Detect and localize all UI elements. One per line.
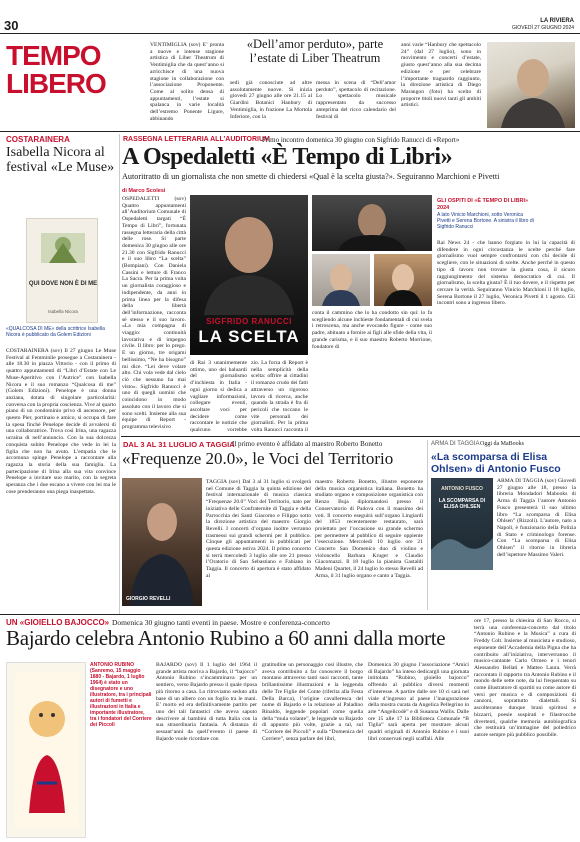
third-kicker-sub: Domenica 30 giugno tanti eventi in paese. Mostre e conferenza-concerto xyxy=(112,618,330,627)
header-rule xyxy=(0,33,580,34)
second-col2: maestro Roberto Bonetto, illustre esponente della musica organistica italiana. Bonetto ha studiato organo e composizione organistica con Renzo Buja diplomandosi presso il Conservatorio di Padova con il massimo dei voti. Il concerto eseguirà sull’organo Lingiardi del 1853 recentemente restaurato, sarà proiettato per l’occasione su grande schermo per permettere al pubblico di seguire oppiente l’esecuzione. Mercoledì 10 luglio ore 21 Concerto San Domenico duo di violino e violoncello Barbara Kruger e Claudio Giacomazzi. Il 18 luglio la pianista Gastaldi Madeni Quartet, il 24 luglio lo stesso Revelli ad Arma, il 31 luglio organo e canto a Taggia. xyxy=(315,479,423,579)
veronica-pivetti-photo xyxy=(312,254,370,306)
main-col3: zio. La forza di Report è nella semplicità della scelta: offrire ai cittadini il romanzo crudo dei fatti attraverso un rigoroso lavoro di ricerca, anche quando la strada è fra di pericoli che toccano le vite personali dei giornalisti. Per la prima volta Ranucci racconta il xyxy=(251,360,308,432)
diego-marangon-photo xyxy=(487,42,575,128)
page-number: 30 xyxy=(4,18,19,33)
third-col1: BAJARDO (sov) Il 1 luglio del 1964 il grande artista moriva a Bajardo, il “bajocco” Antonio Rubino s’incamminava per un sentiero, verso Bajardo presso il quale riposa più ritorno a casa. Lo ritroviamo seduto alla base di un albero con un foglio tra le mani. E’ morto ed era definitivamente partito per uno dei tali fantastici che aveva saputo descrivere ai bambini di tutta Italia con la sua straordinaria fantasia. A distanza di sessant’anni da quell’evento il paese di Bajardo vuole ricordare con xyxy=(156,662,257,742)
main-right-body: Rai News 24 - che hanno forgiato in lui la capacità di difendere in ogni circostanza le scelte perché fare giornalismo vuol sempre confrontarsi con chi decide di scegliere, con le situazioni di scelte. Anche perché in questo tipo di lavoro non trovare la giusta cosa, il sicuro raggiungimento del sistema democratico di cui. Il giornalismo, la scelta giusta? È il tuo dovere, e il rispetto per cercare la verità. Seguiranno Vinicio Marchioni il 18 luglio, Serena Bortone il 27 luglio, Veronica Pivetti il 1 agosto. Gli incontri sono a ingresso libero. xyxy=(437,240,575,307)
third-col4: ore 17, presso la chiesina di San Rocco, si terrà una conferenza-concerto dal titolo “Antonio Rubino e la Musica” a cura di Freddy Colt. Insieme al musicista e studioso, esponente dell’Accademia della Pigna che ha contribuito all’iniziativa, interverranno il musico-cantante Carlo Ormeo e i tenori Alessandro Bellati e Matteo Laura. Verrà raccontato il rapporto tra Antonio Rubino e il mondo delle sette note, da lui frequentato su come illustratore di spartiti su come autore di versi per musica e di composizioni di canzoni, soprattutto dialettali. Si ascolteranno dunque brani spiritosi e bizzarri, poesie sospirati e filastrocche divertenti, qualche memoria autobiografica che restituirà un’immagine del poliedrico autore sempre più pubblico possibile. xyxy=(474,618,576,738)
giorgio-revelli-photo xyxy=(122,478,202,606)
antonio-rubino-illustration xyxy=(6,662,86,838)
main-kicker-sub: Primo incontro domenica 30 giugno con Sigfrido Ranucci di «Report» xyxy=(262,136,460,144)
la-scelta-title: LA SCELTA xyxy=(198,327,300,346)
main-col4: conta il cammino che lo ha condotto sin qui: lo fa scegliendo alcune inchieste fondamentali di cui svela i retroscena, ma anche evocando figure - come suo padre, abituato a fornire ai figli alle sfide della vita, il grande carisma, e il suo maestro Roberto Morrione, fondatore di xyxy=(312,310,432,350)
la-scelta-author: SIGFRIDO RANUCCI xyxy=(206,317,292,326)
top-article-title: «Dell’amor perduto», parte l’estate di Liber Theatrum xyxy=(246,37,384,65)
issue-date: GIOVEDÌ 27 GIUGNO 2024 xyxy=(512,25,574,31)
book-cover-elisa-ohlsen xyxy=(431,478,493,570)
third-headline: Bajardo celebra Antonio Rubino a 60 anni dalla morte xyxy=(6,626,446,650)
main-kicker: RASSEGNA LETTERARIA ALL’AUDITORIUM xyxy=(123,136,270,143)
book-cover-la-scelta xyxy=(190,195,308,355)
publication-name: LA RIVIERA xyxy=(540,18,574,24)
arma-kicker-sub: Oggi da MaBooks xyxy=(480,441,524,447)
second-side-divider xyxy=(427,440,428,610)
book-cover-title: QUI DOVE NON È DI ME xyxy=(28,281,98,287)
guests-caption-text: A lato Vinicio Marchioni, sotto Veronica Pivetti e Serena Bortone. A sinistra il libro di Sigfrido Ranucci xyxy=(437,212,534,230)
left-title: Isabella Nicora al festival «Le Muse» xyxy=(6,145,115,175)
second-kicker: DAL 3 AL 31 LUGLIO A TAGGIA xyxy=(123,440,235,449)
main-bottom-divider xyxy=(121,436,580,437)
main-col2: di Rai 3 unanimemente ottimo, uno dei baluardi del giornalismo d’inchiesta in Italia - ogni giorno si dedica a vagliare informazioni, collegare eventi, ascoltare voci per decidere come raccontare le notizie che qualcuno vorrebbe xyxy=(190,360,247,432)
second-col1: TAGGIA (sov) Dal 3 al 31 luglio si svolgerà nel Comune di Taggia la quinta edizione del festival internazionale di musica classica “Frequenze 20.0” Voci del Territorio, nato per iniziativa delle Confraternite di Taggia e della Parrocchia dei Santi Giacomo e Filippo sotto la direzione artistica del maestro Giorgio Revelli. I concerti d’organo inoltre verranno trasmessi sui grandi schermi per il pubblico. Cinque gli appuntamenti in pubblicati per questa edizione estiva 2024. Il primo concerto si terrà mercoledì 3 luglio alle ore 21 presso l’Oratorio di San Sebastiano e Fabiano in Taggia. Il concerto di apertura è stato affidato al xyxy=(206,479,311,579)
book-cover-author: Isabella Nicora xyxy=(48,309,78,314)
giorgio-revelli-caption: GIORGIO REVELLI xyxy=(126,596,171,602)
main-headline: A Ospedaletti «È Tempo di Libri» xyxy=(122,144,453,170)
third-col3: Domenica 30 giugno l’associazione “Amici di Bajardo” ha inteso dedicargli una giornata intitolata “Rubino, gioiello bajocco” offrendo al pubblico diversi momenti d’interesse. A partire dalle ore 10 ci sarà nel viale d’ingresso al paese l’inaugurazione della mostra curata da Angelica Pellegrino in arte “Angelicodè” e di Susanna Wallis. Dalle ore 15 alle 17 la Biblioteca Comunale “B Tiglia” sarà aperta per mostrare alcuni quadri originali di Antonio Rubino e i suoi libri conservati negli scaffali. Alle xyxy=(368,662,469,742)
top-article-col2: sedi già conosciute ad altre assolutamente nuove. Si inizia giovedì 27 giugno alle ore 21.15 al Giardini Botanici Hanbury di Ventimiglia, in frazione La Mortola Inferiore, con la xyxy=(230,80,312,120)
elisa-ohlsen-title: LA SCOMPARSA DI ELISA OHLSEN xyxy=(438,498,486,510)
main-byline: di Marco Scolesi xyxy=(122,188,166,194)
arma-body: ARMA DI TAGGIA (sov) Giovedì 27 giugno alle 18, presso la libreria Mondadori Mabooks di Arma di Taggia l’autore Antonio Fusco presenterà il suo ultimo libro “La scomparsa di Elisa Ohlsen” (Rizzoli). L’autore, nato a Napoli, è funzionario della Polizia di Stato e criminologo forense. Con “La scomparsa di Elisa Ohlsen” il ritorno in libreria dell’ispettore Massimo Valeri. xyxy=(497,478,576,558)
top-article-col1: VENTIMIGLIA (sov) E’ pronta a nuove e intense stagione artistica di Liber Theatrum di Ventimiglia che da quest’anno si arricchisce di una nuova stagione in collaborazione con l’associazione Proponente. Come al solito densa di appuntamenti, l’estate si spalanca in varie località dell’estremo Ponente Ligure, abbinando xyxy=(150,42,224,122)
vinicio-marchioni-photo xyxy=(312,195,432,251)
rubino-caption: ANTONIO RUBINO (Sanremo, 15 maggio 1880 - Bajardo, 1 luglio 1964) è stato un disegnatore e uno illustratore, tra i principali autori di fumetti e illustrazioni in Italia e importante illustratore, tra i fondatori del Corriere dei Piccoli xyxy=(90,662,152,728)
top-article-col3: messa in scena di “Dell’amor perduto”, spettacolo di recitazione. Lo spettacolo musicale rappresentato da successo anteprima del ricco calendario del festival di xyxy=(316,80,396,120)
section-title-line1: TEMPO xyxy=(6,40,101,71)
third-kicker: UN «GIOIELLO BAJOCCO» xyxy=(6,618,110,627)
left-column-divider xyxy=(119,134,120,614)
left-kicker: COSTARAINERA xyxy=(6,135,70,144)
guests-caption-title: GLI OSPITI DI «È TEMPO DI LIBRI» 2024 xyxy=(437,198,529,211)
top-divider xyxy=(0,131,580,132)
second-bottom-divider xyxy=(0,614,580,615)
left-caption: «QUALCOSA DI ME» della scrittrice Isabella Nicora è pubblicato da Golem Edizioni xyxy=(6,326,105,338)
elisa-ohlsen-author: ANTONIO FUSCO xyxy=(441,486,483,492)
top-article-col4: anni varie “Hanbury che spettacolo 24” (dal 27 luglio), sono in movimento e concerti d’estate, giusto quest’anno alla sua decima edizione e per celebrare l’importante traguardo raggiunto, la direzione artistica di Diego Marangon (foto) ha scelto di proporre titoli nuovi tanti gli ambiti artistici. xyxy=(401,42,481,109)
main-subhead: Autoritratto di un giornalista che non smette di chiedersi «Qual è la scelta giusta?». Seguiranno Marchioni e Pivetti xyxy=(122,172,500,181)
serena-bortone-photo xyxy=(374,254,432,306)
second-kicker-sub: Il primo evento è affidato al maestro Roberto Bonetto xyxy=(232,440,383,448)
arma-kicker: ARMA DI TAGGIA xyxy=(431,441,480,447)
third-col2: gratitudine un personaggio così illustre, che aveva contribuito a far conoscere il borgo montano attraverso tanti suoi racconti, tante brillantissime illustrazioni e la leggenda delle Tre Figlie del Conte (riferita alla Festa Della Barca), l’origine cavalleresca del nome di Bajardo e la relazione al Paladino Rinaldo, leggende popolari come quella della “mula volante”, le leggende su Bajardo di appunto più volte, grazie a tal, sul “Corriere dei Piccoli” e sulla “Domenica del Corriere”, senza parlare dei libri, xyxy=(262,662,363,742)
main-col1: OSPEDALETTI (sov) Quattro appuntamenti all’Auditorium Comunale di Ospedaletti targati “È Tempo di Libri”, fortunata rassegna letteraria della città delle rose. Si parte domenica 30 giugno alle ore 21.30 con Sigfrido Ranucci e il suo libro “La scelta” (Bompiani). Con Daniela Cassini e letture di Franco La Sacra. Per la prima volta un giornalista coraggioso e indipendente, da anni in prima linea per la difesa della libertà dell’informazione, racconta sé stesso e il suo lavoro. «La mia compagna di viaggio: continuità lavorativa e di impegno civile. Il libro: per lo prego. E un giorno, tre origami bellissimo, “Ne ha bisogno” mi dice. “Lei deve volare alto. Chi vola vede dal cielo ciò che nessuno ha mai visto». Sigfrido Ranucci è uno di quegli uomini che coincidono in modo assoluto con il lavoro che si sono scelti. Insieme alla sua équipe di Report - programma televisivo xyxy=(122,196,186,430)
section-title-line2: LIBERO xyxy=(6,68,106,99)
left-body: COSTARAINERA (sov) Il 27 giugno Le Muse Festival al Femminile prosegue a Costarainera - alle 18.30 in piazza Vittorio - con il primo di quattro appuntamenti di “Libri d’Estate con Le Muse-Aperitivo con l’Autrice” con Isabella Nicora e il suo romanzo “Qualcosa di me” (Golem Edizioni). Penelope è una donna anziana, dotata di singolare particolarità: conversa con la propria coscienza. Vive al quarto piano di un condominio privo di ascensore, per questo Pier, portinaio e amico, si occupa di fare la spesa finché Penelope decide di avvalersi di una collaboratrice. Trova così Irina, una ragazza ucraina di nell’annuncio. Con la sua dolcezza conquista subito Penelope che vede in lei la figlia che non ha avuto. L’empatia che le accomuna spinge Penelope a raccontare alla ragazza la storia della sua famiglia. La partecipazione di Irina alla sua vita convince Penelope a invitare suo marito, con la segreta speranza che i due escano a vivere con lei ma le cose prenderanno una piega inaspettata. xyxy=(6,348,116,495)
second-headline: «Frequenze 20.0», le Voci del Territorio xyxy=(122,449,394,468)
book-cover-qualcosa-di-me xyxy=(26,218,98,323)
arma-title: «La scomparsa di Elisa Ohlsen» di Antonio Fusco xyxy=(431,451,561,475)
